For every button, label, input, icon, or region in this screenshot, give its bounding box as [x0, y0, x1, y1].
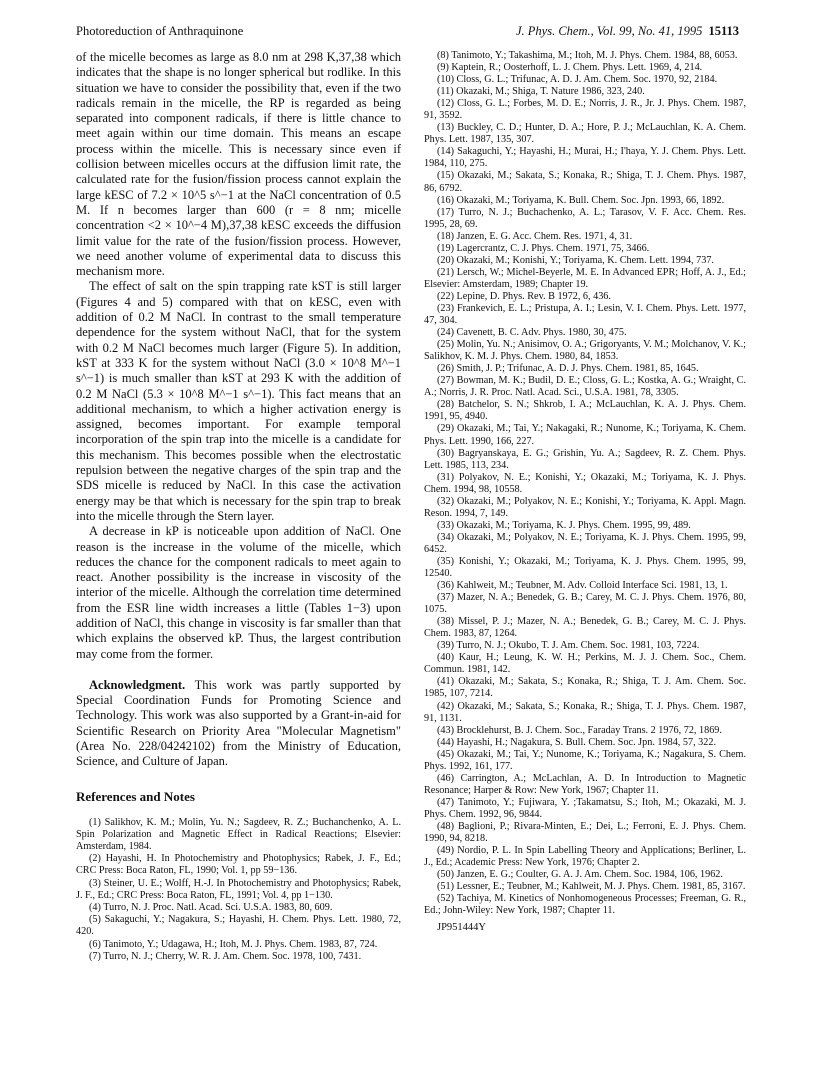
reference-item: (31) Polyakov, N. E.; Konishi, Y.; Okazaki, M.; Toriyama, K. J. Phys. Chem. 1994, 98, 10558.: [424, 471, 746, 495]
reference-item: (19) Lagercrantz, C. J. Phys. Chem. 1971, 75, 3466.: [437, 242, 650, 254]
reference-item: (47) Tanimoto, Y.; Fujiwara, Y. ;Takamatsu, S.; Itoh, M.; Okazaki, M. J. Phys. Chem. 1992, 96, 9844.: [424, 796, 746, 820]
page-number: 15113: [708, 24, 739, 38]
reference-item: (6) Tanimoto, Y.; Udagawa, H.; Itoh, M. J. Phys. Chem. 1983, 87, 724.: [89, 938, 378, 950]
reference-item: (1) Salikhov, K. M.; Molin, Yu. N.; Sagdeev, R. Z.; Buchanchenko, A. L. Spin Polarization and Magnetic Effect in Radical Reactions; Elsevier: Amsterdam, 1984.: [76, 816, 401, 853]
reference-item: (11) Okazaki, M.; Shiga, T. Nature 1986, 323, 240.: [437, 86, 645, 98]
reference-item: (3) Steiner, U. E.; Wolff, H.-J. In Photochemistry and Photophysics; Rabek, J. F., Ed.; CRC Press: Boca Raton, FL, 1991; Vol. 4, pp 1−130.: [76, 877, 401, 901]
reference-item: (7) Turro, N. J.; Cherry, W. R. J. Am. Chem. Soc. 1978, 100, 7431.: [89, 950, 362, 962]
reference-item: (50) Janzen, E. G.; Coulter, G. A. J. Am. Chem. Soc. 1984, 106, 1962.: [437, 869, 723, 881]
reference-item: (28) Batchelor, S. N.; Shkrob, I. A.; McLauchlan, K. A. J. Phys. Chem. 1991, 95, 4940.: [424, 399, 746, 423]
reference-item: (8) Tanimoto, Y.; Takashima, M.; Itoh, M. J. Phys. Chem. 1984, 88, 6053.: [437, 50, 738, 61]
reference-item: (40) Kaur, H.; Leung, K. W. H.; Perkins, M. J. J. Chem. Soc., Chem. Commun. 1981, 142.: [424, 652, 746, 676]
reference-item: (17) Turro, N. J.; Buchachenko, A. L.; Tarasov, V. F. Acc. Chem. Res. 1995, 28, 69.: [424, 206, 746, 230]
reference-item: (51) Lessner, E.; Teubner, M.; Kahlweit, M. J. Phys. Chem. 1981, 85, 3167.: [437, 881, 746, 893]
reference-item: (18) Janzen, E. G. Acc. Chem. Res. 1971, 4, 31.: [437, 230, 633, 242]
reference-item: (32) Okazaki, M.; Polyakov, N. E.; Konishi, Y.; Toriyama, K. Appl. Magn. Reson. 1994, 7, 149.: [424, 495, 746, 519]
reference-item: (49) Nordio, P. L. In Spin Labelling Theory and Applications; Berliner, L. J., Ed.; Academic Press: New York, 1976; Chapter 2.: [424, 845, 746, 869]
reference-item: (52) Tachiya, M. Kinetics of Nonhomogeneous Processes; Freeman, G. R., Ed.; John-Wiley: New York, 1987; Chapter 11.: [424, 893, 746, 917]
reference-list-left: [76, 817, 401, 963]
reference-item: (13) Buckley, C. D.; Hunter, D. A.; Hore, P. J.; McLauchlan, K. A. Chem. Phys. Lett. 1987, 135, 307.: [424, 122, 746, 146]
reference-item: (15) Okazaki, M.; Sakata, S.; Konaka, R.; Shiga, T. J. Chem. Phys. 1987, 86, 6792.: [424, 170, 746, 194]
reference-item: (16) Okazaki, M.; Toriyama, K. Bull. Chem. Soc. Jpn. 1993, 66, 1892.: [437, 194, 725, 206]
acknowledgment: [76, 678, 401, 770]
reference-item: (24) Cavenett, B. C. Adv. Phys. 1980, 30, 475.: [437, 327, 627, 339]
reference-item: (21) Lersch, W.; Michel-Beyerle, M. E. In Advanced EPR; Hoff, A. J., Ed.; Elsevier: Amsterdam, 1989; Chapter 19.: [424, 266, 746, 290]
manuscript-code: JP951444Y: [437, 922, 487, 934]
references-heading: References and Notes: [76, 788, 195, 804]
reference-item: (35) Konishi, Y.; Okazaki, M.; Toriyama, K. J. Phys. Chem. 1995, 99, 12540.: [424, 555, 746, 580]
reference-item: (34) Okazaki, M.; Polyakov, N. E.; Toriyama, K. J. Phys. Chem. 1995, 99, 6452.: [424, 531, 746, 555]
reference-item: (22) Lepine, D. Phys. Rev. B 1972, 6, 436.: [437, 290, 611, 302]
paragraph-kp-decrease: A decrease in kP is noticeable upon addition of NaCl. One reason is the increase in the volume of the micelle, which reduces the chance for the component radicals to meet again to react. Another possibility is the increase in viscosity of the interior of the micelle. Although the correlation time determined from the ESR line width increases a little (Tables 1−3) upon addition of NaCl, this change in viscosity is far smaller than that which explains the observed kP. Thus, the largest contribution may come from the former.: [76, 524, 401, 661]
reference-item: (44) Hayashi, H.; Nagakura, S. Bull. Chem. Soc. Jpn. 1984, 57, 322.: [437, 736, 716, 748]
reference-item: (45) Okazaki, M.; Tai, Y.; Nunome, K.; Toriyama, K.; Nagakura, S. Chem. Phys. 1992, 161, 177.: [424, 748, 746, 772]
left-column: [76, 50, 401, 963]
reference-item: (37) Mazer, N. A.; Benedek, G. B.; Carey, M. C. J. Phys. Chem. 1976, 80, 1075.: [424, 592, 746, 616]
reference-item: (42) Okazaki, M.; Sakata, S.; Konaka, R.; Shiga, T. J. Phys. Chem. 1987, 91, 1131.: [424, 700, 746, 724]
reference-item: (14) Sakaguchi, Y.; Hayashi, H.; Murai, H.; I'haya, Y. J. Chem. Phys. Lett. 1984, 110, 275.: [424, 146, 746, 170]
reference-item: (30) Bagryanskaya, E. G.; Grishin, Yu. A.; Sagdeev, R. Z. Chem. Phys. Lett. 1985, 113, 234.: [424, 447, 746, 471]
reference-item: (10) Closs, G. L.; Trifunac, A. D. J. Am. Chem. Soc. 1970, 92, 2184.: [437, 74, 718, 86]
reference-item: (46) Carrington, A.; McLachlan, A. D. In Introduction to Magnetic Resonance; Harper & Row: New York, 1967; Chapter 11.: [424, 772, 746, 796]
reference-item: (27) Bowman, M. K.; Budil, D. E.; Closs, G. L.; Kostka, A. G.; Wraight, C. A.; Norris, J. R. Proc. Natl. Acad. Sci., U.S.A. 1981, 78, 3305.: [424, 375, 746, 399]
journal-citation: [516, 24, 739, 39]
reference-item: (4) Turro, N. J. Proc. Natl. Acad. Sci. U.S.A. 1983, 80, 609.: [89, 902, 333, 914]
right-column: [424, 50, 746, 933]
reference-item: (12) Closs, G. L.; Forbes, M. D. E.; Norris, J. R., Jr. J. Phys. Chem. 1987, 91, 3592.: [424, 98, 746, 122]
reference-item: (39) Turro, N. J.; Okubo, T. J. Am. Chem. Soc. 1981, 103, 7224.: [437, 640, 700, 652]
reference-item: (36) Kahlweit, M.; Teubner, M. Adv. Colloid Interface Sci. 1981, 13, 1.: [437, 580, 728, 592]
reference-item: (20) Okazaki, M.; Konishi, Y.; Toriyama, K. Chem. Lett. 1994, 737.: [437, 254, 714, 266]
reference-item: (29) Okazaki, M.; Tai, Y.; Nakagaki, R.; Nunome, K.; Toriyama, K. Chem. Phys. Lett. 1990, 166, 227.: [424, 423, 746, 447]
reference-item: (38) Missel, P. J.; Mazer, N. A.; Benedek, G. B.; Carey, M. C. J. Phys. Chem. 1983, 87, 1264.: [424, 616, 746, 640]
page-header: [76, 24, 739, 42]
reference-item: (5) Sakaguchi, Y.; Nagakura, S.; Hayashi, H. Chem. Phys. Lett. 1980, 72, 420.: [76, 914, 401, 938]
reference-item: (43) Brocklehurst, B. J. Chem. Soc., Faraday Trans. 2 1976, 72, 1869.: [437, 724, 722, 736]
running-title: Photoreduction of Anthraquinone: [76, 24, 244, 38]
paragraph-salt-effect: The effect of salt on the spin trapping rate kST is still larger (Figures 4 and 5) compared with that on kESC, even with addition of 0.2 M NaCl. In contrast to the small temperature dependence for the system without NaCl, that for the system with 0.2 M NaCl becomes much larger (Figure 5). In addition, kST at 333 K for the system without NaCl (3.0 × 10^8 M^−1 s^−1) is much smaller than kST at 293 K with the addition of 0.2 M NaCl (5.3 × 10^8 M^−1 s^−1). This fact means that an additional mechanism, to which a higher activation energy is assigned, becomes important. For example temporal incorporation of the spin trap into the micelle is a candidate for this mechanism. This becomes possible when the electrostatic repulsion between the negative charges of the spin trap and the SDS micelle is reduced by NaCl. In this case the activation energy may be that which is necessary for the spin trap to break into the micelle through the Stern layer.: [76, 279, 401, 523]
reference-item: (33) Okazaki, M.; Toriyama, K. J. Phys. Chem. 1995, 99, 489.: [437, 519, 691, 531]
reference-item: (25) Molin, Yu. N.; Anisimov, O. A.; Grigoryants, V. M.; Molchanov, V. K.; Salikhov, K. M. J. Phys. Chem. 1980, 84, 1853.: [424, 339, 746, 363]
reference-item: (41) Okazaki, M.; Sakata, S.; Konaka, R.; Shiga, T. J. Am. Chem. Soc. 1985, 107, 7214.: [424, 676, 746, 700]
acknowledgment-label: Acknowledgment.: [89, 677, 186, 692]
reference-item: (2) Hayashi, H. In Photochemistry and Photophysics; Rabek, J. F., Ed.; CRC Press: Boca Raton, FL, 1990; Vol. 1, pp 59−136.: [76, 853, 401, 877]
reference-item: (26) Smith, J. P.; Trifunac, A. D. J. Phys. Chem. 1981, 85, 1645.: [437, 363, 699, 375]
acknowledgment-text: This work was partly supported by Special Coordination Funds for Promoting Science and Technology. This work was also supported by a Grant-in-aid for Scientific Research on Priority Area "Molecular Magnetism" (Area No. 228/04242102) from the Ministry of Education, Science, and Culture of Japan.: [76, 677, 401, 769]
reference-item: (48) Baglioni, P.; Rivara-Minten, E.; Dei, L.; Ferroni, E. J. Phys. Chem. 1990, 94, 8218.: [424, 821, 746, 845]
paragraph-micelle-shape: of the micelle becomes as large as 8.0 nm at 298 K,37,38 which indicates that the shape is no longer spherical but rodlike. In this situation we have to consider the possibility that, even if the two radicals remain in the micelle, the RP is regarded as being separated into component radicals, if there is little chance to meet again within our time domain. This means an escape process within the micelle. This is necessary since even if collision between micelles occurs at the diffusion limit rate, the calculated rate for the fusion/fission process cannot explain the large kESC of 7.2 × 10^5 s^−1 at the NaCl concentration of 0.5 M. If n becomes larger than 600 (r = 8 nm; micelle concentration <2 × 10^−4 M),37,38 kESC exceeds the diffusion limit value for the rate of the fusion/fission process. However, we need another volume of experimental data to discuss this mechanism more.: [76, 50, 401, 279]
reference-item: (9) Kaptein, R.; Oosterhoff, L. J. Chem. Phys. Lett. 1969, 4, 214.: [437, 62, 703, 74]
reference-item: (23) Frankevich, E. L.; Pristupa, A. I.; Lesin, V. I. Chem. Phys. Lett. 1977, 47, 304.: [424, 302, 746, 327]
journal-info: J. Phys. Chem., Vol. 99, No. 41, 1995: [515, 24, 703, 38]
